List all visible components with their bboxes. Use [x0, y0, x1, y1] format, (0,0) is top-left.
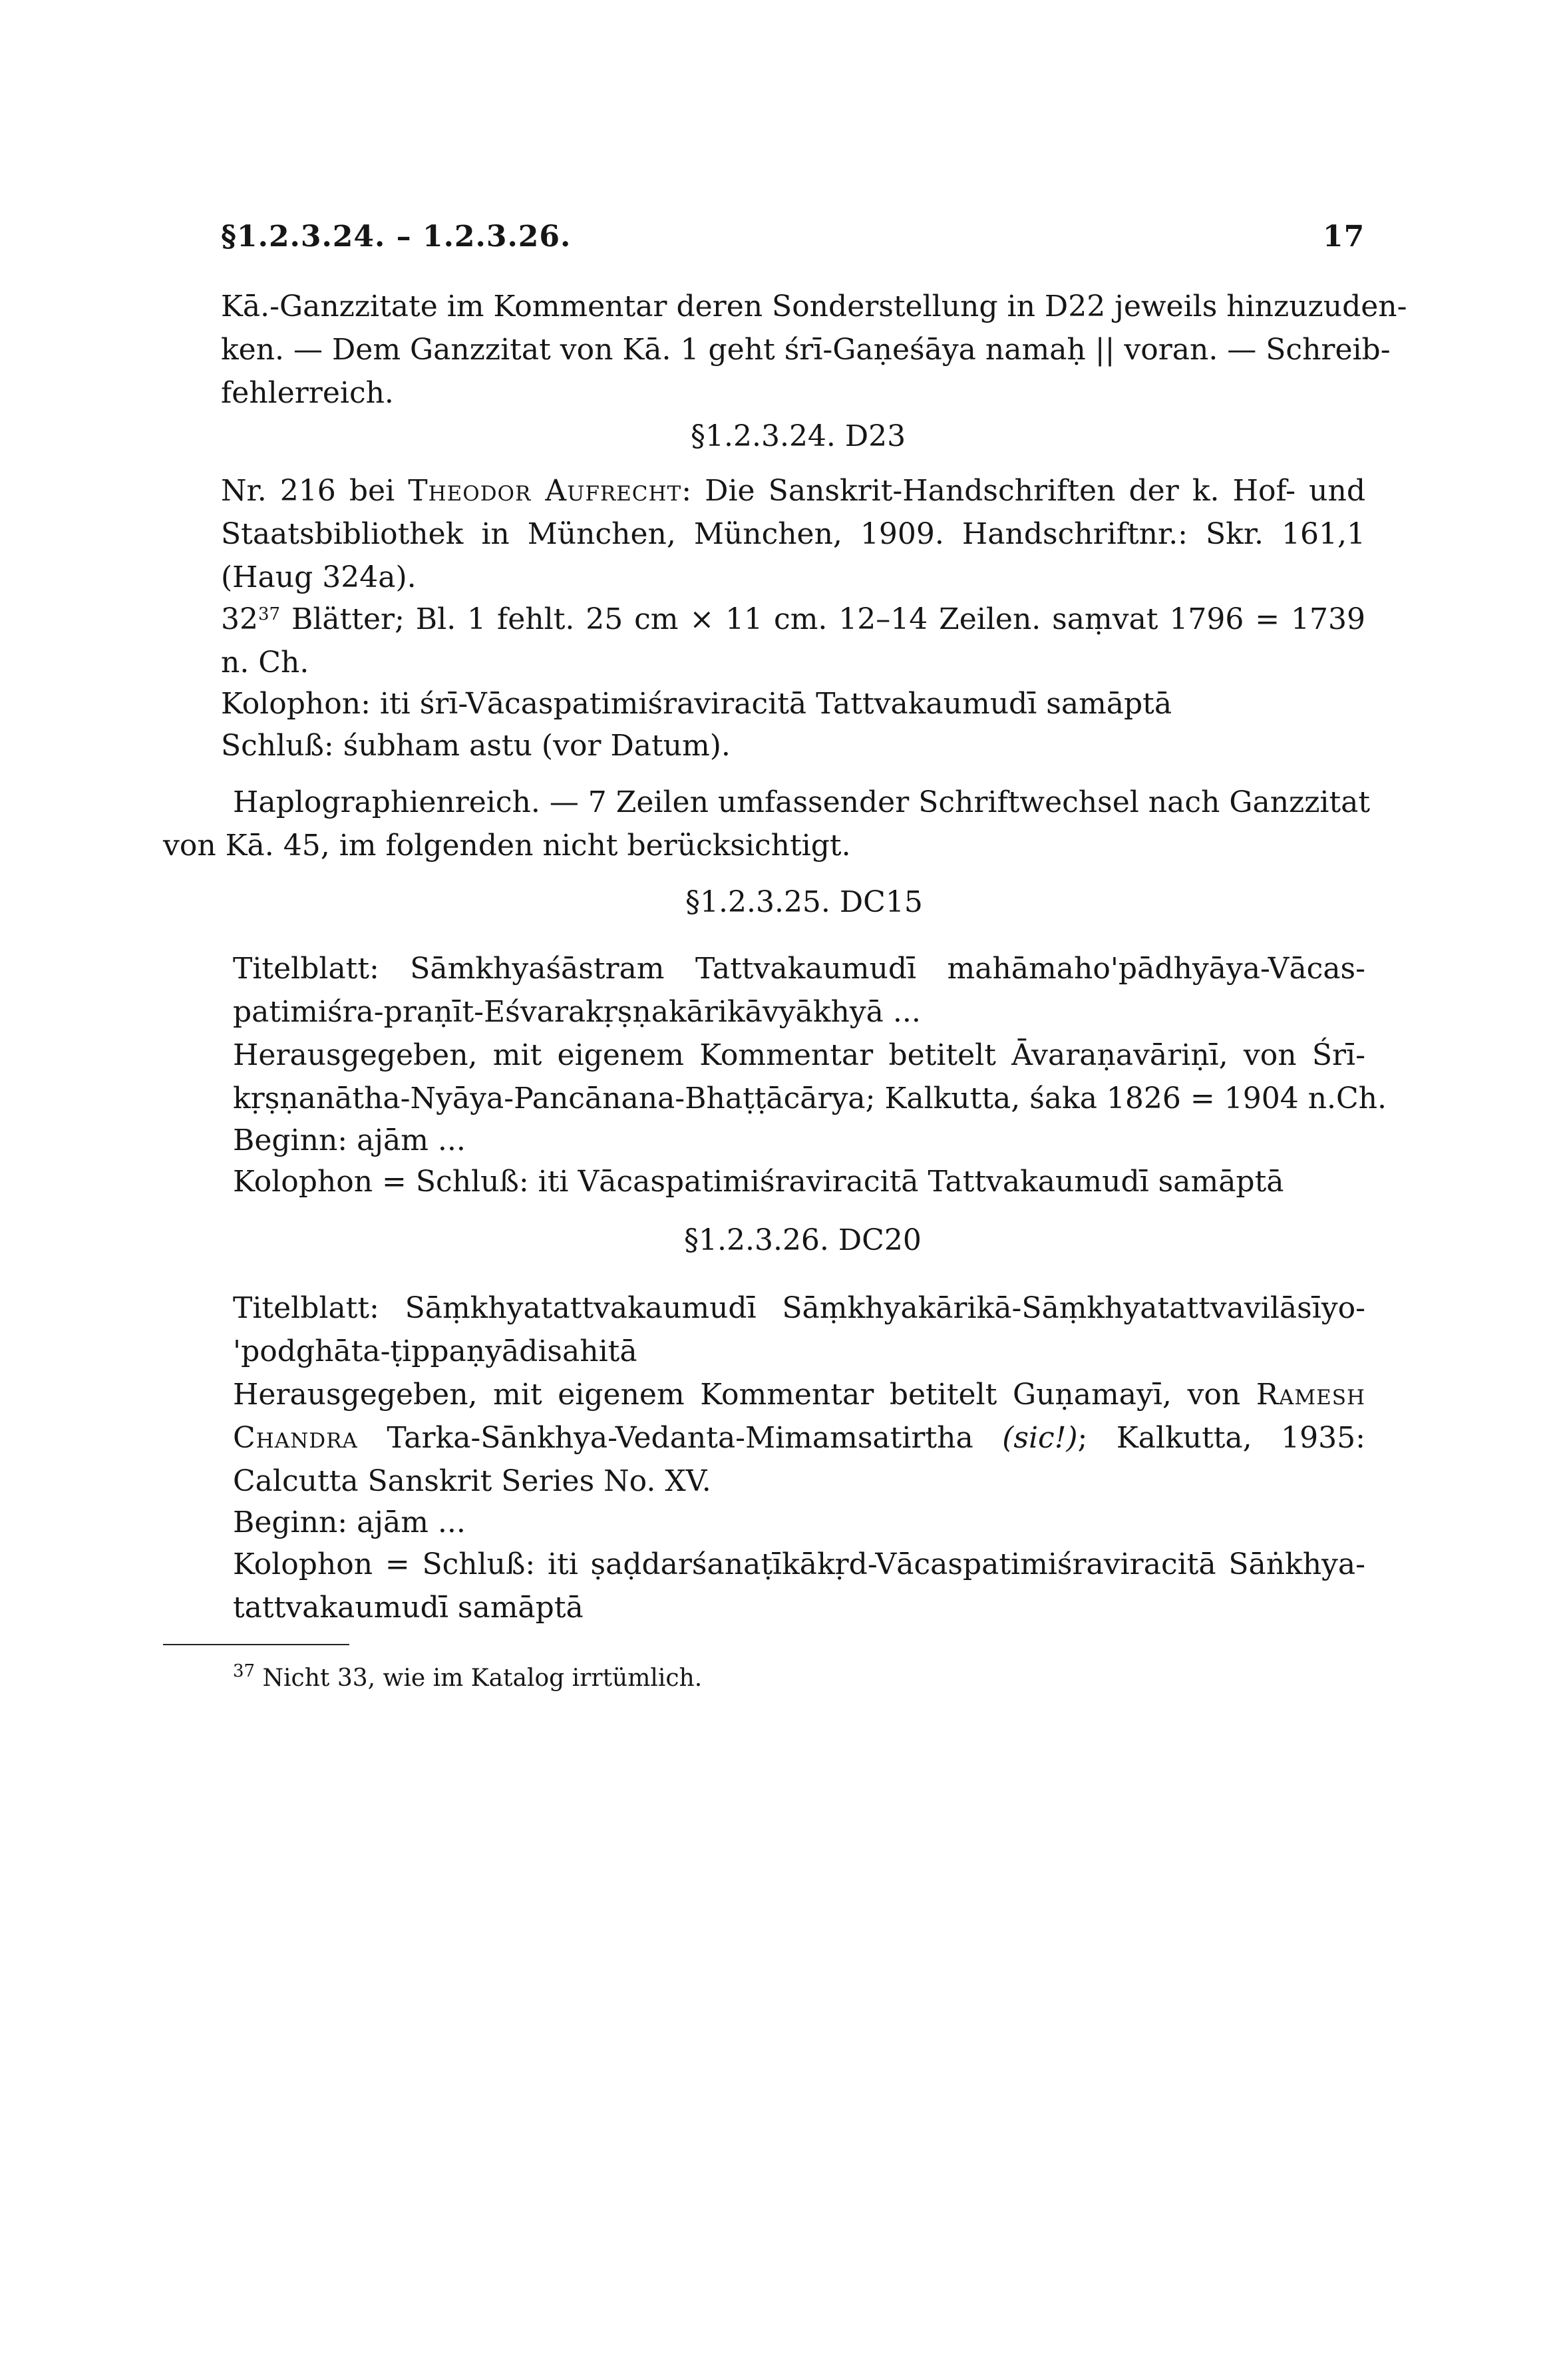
s24-blatt-post: Blätter; Bl. 1 fehlt. 25 cm × 11 cm. 12–14 Zeilen. saṃvat 1796 = 1739 [280, 602, 1365, 636]
s24-blatt-count: $32^{37}$ [221, 602, 281, 636]
s25-line-1: Titelblatt: Sāmkhyaśāstram Tattvakaumudī mahāmaho'pādhyāya-Vācas- [233, 952, 1365, 986]
s24-kolophon: Kolophon: iti śrī-Vācaspatimiśraviracitā Tattvakaumudī samāptā [221, 687, 1172, 721]
footnote-rule [163, 1644, 349, 1645]
s24-line-5: n. Ch. [221, 646, 309, 680]
footnote-text: Nicht 33, wie im Katalog irrtümlich. [262, 1665, 703, 1692]
s26-line-2: 'podghāta-ṭippaṇyādisahitā [233, 1334, 637, 1368]
s24-note-line-1: Haplographienreich. — 7 Zeilen umfassender Schriftwechsel nach Ganzzitat [233, 785, 1371, 819]
author-ramesh: Ramesh [1256, 1378, 1365, 1412]
author-aufrecht: Theodor Aufrecht [408, 474, 682, 508]
intro-line-2: ken. — Dem Ganzzitat von Kā. 1 geht śrī-Gaṇeśāya namaḥ || voran. — Schreib- [221, 333, 1391, 367]
s24-line-1 [221, 474, 1365, 508]
intro-line-1: Kā.-Ganzzitate im Kommentar deren Sonderstellung in D22 jeweils hinzuzuden- [221, 290, 1407, 323]
intro-line-3: fehlerreich. [221, 376, 394, 410]
s24-line-4 [221, 602, 1365, 637]
s26-sic: (sic!); Kalkutta, 1935: [1002, 1421, 1365, 1455]
s24-schluss: Schluß: śubham astu (vor Datum). [221, 729, 731, 763]
author-chandra: Chandra [233, 1421, 358, 1455]
footnote-37 [233, 1661, 703, 1693]
s26-line-7: Kolophon = Schluß: iti ṣaḍdarśanaṭīkākṛd-Vācaspatimiśraviracitā Sāṅkhya- [233, 1547, 1365, 1581]
s24-note-line-2: von Kā. 45, im folgenden nicht berücksichtigt. [163, 829, 851, 863]
running-header-section: §1.2.3.24. – 1.2.3.26. [221, 220, 572, 254]
s25-line-4: kṛṣṇanātha-Nyāya-Pancānana-Bhaṭṭācārya; Kalkutta, śaka 1826 = 1904 n.Ch. [233, 1082, 1387, 1115]
s26-line-1: Titelblatt: Sāṃkhyatattvakaumudī Sāṃkhyakārikā-Sāṃkhyatattvavilāsīyo- [233, 1291, 1365, 1325]
s26-line-4 [233, 1421, 1365, 1456]
section-heading-25: §1.2.3.25. DC15 [685, 885, 923, 919]
s26-line-3 [233, 1378, 1365, 1412]
section-heading-24: §1.2.3.24. D23 [691, 419, 906, 453]
s26-line-8: tattvakaumudī samāptā [233, 1591, 584, 1625]
s25-line-6: Kolophon = Schluß: iti Vācaspatimiśraviracitā Tattvakaumudī samāptā [233, 1165, 1284, 1199]
s25-line-2: patimiśra-praṇīt-Eśvarakṛṣṇakārikāvyākhyā ... [233, 995, 921, 1029]
s26-line-5: Calcutta Sanskrit Series No. XV. [233, 1464, 711, 1498]
s25-line-3: Herausgegeben, mit eigenem Kommentar betitelt Āvaraṇavāriṇī, von Śrī- [233, 1038, 1365, 1072]
s24-line-2: Staatsbibliothek in München, München, 1909. Handschriftnr.: Skr. 161,1 [221, 517, 1365, 551]
page-number: 17 [1323, 220, 1365, 254]
footnote-number: 37 [233, 1661, 256, 1681]
s24-nr-post: : Die Sanskrit-Handschriften der k. Hof- und [681, 474, 1366, 508]
s26-line-4-title: Tarka-Sānkhya-Vedanta-Mimamsatirtha [387, 1421, 973, 1455]
s24-line-3: (Haug 324a). [221, 560, 417, 594]
footnote-ref-37: 37 [258, 604, 281, 624]
s26-line-3-pre: Herausgegeben, mit eigenem Kommentar betitelt Guṇamayī, von [233, 1378, 1241, 1412]
s24-nr-pre: Nr. 216 bei [221, 474, 395, 508]
s26-line-6: Beginn: ajām ... [233, 1505, 466, 1539]
s25-line-5: Beginn: ajām ... [233, 1123, 466, 1157]
section-heading-26: §1.2.3.26. DC20 [684, 1223, 922, 1257]
